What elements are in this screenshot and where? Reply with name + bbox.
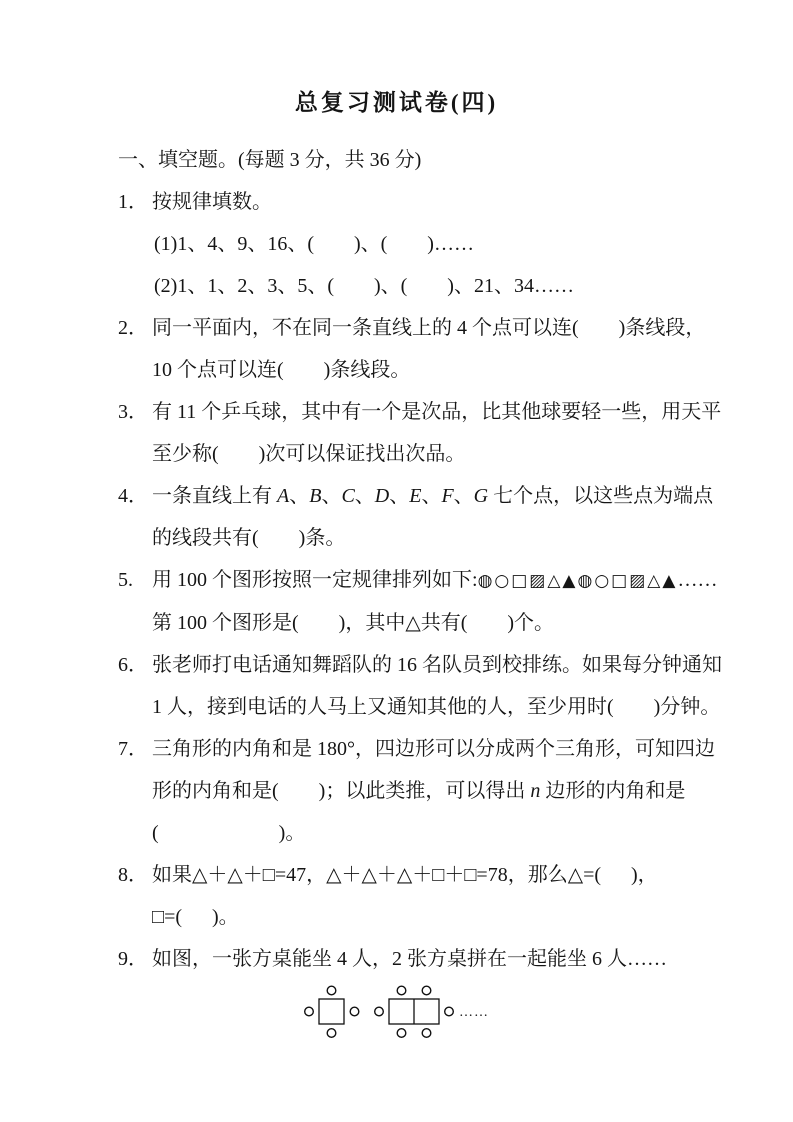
question-5-line-1: 5. 用 100 个图形按照一定规律排列如下:◍○□▨△▲◍○□▨△▲……	[118, 559, 735, 602]
question-9-number: 9．	[118, 948, 148, 970]
question-7-number: 7．	[118, 738, 148, 760]
question-5-line-2: 第 100 个图形是( )，其中△共有( )个。	[152, 612, 555, 634]
question-3-line-2: 至少称( )次可以保证找出次品。	[152, 443, 466, 465]
point-label-A: A	[277, 485, 290, 507]
shape-pattern-sequence: ◍○□▨△▲◍○□▨△▲	[477, 571, 678, 591]
seat-bottom	[327, 1029, 336, 1038]
point-label-E: E	[409, 485, 422, 507]
seat-bottom-1	[397, 1029, 406, 1038]
page-title: 总复习测试卷(四)	[294, 90, 499, 115]
question-6-number: 6．	[118, 654, 148, 676]
single-table-figure	[304, 986, 358, 1037]
seat-top-2	[422, 986, 431, 995]
tables-seating-diagram	[0, 981, 793, 1043]
question-7-line-1: 7． 三角形的内角和是 180°，四边形可以分成两个三角形，可知四边	[118, 728, 735, 770]
question-1-text: 按规律填数。	[152, 191, 272, 213]
question-7	[118, 728, 735, 854]
question-4-number: 4．	[118, 485, 148, 507]
question-3-number: 3．	[118, 401, 148, 423]
question-5	[118, 559, 735, 644]
question-5-number: 5.	[118, 569, 133, 591]
question-9	[118, 938, 735, 980]
question-2	[118, 307, 735, 391]
question-9-line-1: 9． 如图，一张方桌能坐 4 人，2 张方桌拼在一起能坐 6 人……	[118, 938, 735, 980]
seat-bottom-2	[422, 1029, 431, 1038]
question-7-line-2: 形的内角和是( )；以此类推，可以得出 n 边形的内角和是	[152, 780, 686, 802]
question-1-line-1	[118, 181, 735, 223]
diagram-ellipsis: ……	[458, 1005, 489, 1020]
section-header-text: 一、填空题。(每题 3 分，共 36 分)	[118, 149, 422, 171]
point-label-C: C	[341, 485, 355, 507]
question-2-line-1: 2． 同一平面内，不在同一条直线上的 4 个点可以连( )条线段，	[118, 307, 735, 349]
seat-top-1	[397, 986, 406, 995]
question-1	[118, 181, 735, 307]
question-6-line-2: 1 人，接到电话的人马上又通知其他的人，至少用时( )分钟。	[152, 696, 721, 718]
question-1-number: 1．	[118, 191, 148, 213]
point-label-G: G	[473, 485, 489, 507]
tables-diagram-svg	[297, 981, 497, 1043]
section-header	[118, 139, 735, 181]
variable-n: n	[530, 780, 541, 802]
question-4-line-2: 的线段共有( )条。	[152, 527, 346, 549]
seat-top	[327, 986, 336, 995]
question-3	[118, 391, 735, 475]
question-3-line-1: 3． 有 11 个乒乓球，其中有一个是次品，比其他球要轻一些，用天平	[118, 391, 735, 433]
question-1-subitem-1: (1)1、4、9、16、( )、( )……	[154, 233, 474, 255]
question-1-subitem-2: (2)1、1、2、3、5、( )、( )、21、34……	[154, 275, 574, 297]
question-6-line-1: 6． 张老师打电话通知舞蹈队的 16 名队员到校排练。如果每分钟通知	[118, 644, 735, 686]
question-2-number: 2．	[118, 317, 148, 339]
point-label-F: F	[441, 485, 454, 507]
question-7-line-3: ( )。	[152, 822, 306, 844]
question-8-number: 8．	[118, 864, 148, 886]
question-4	[118, 475, 735, 559]
table-1	[319, 999, 344, 1024]
question-2-line-2: 10 个点可以连( )条线段。	[152, 359, 411, 381]
seat-left	[304, 1007, 313, 1016]
question-8	[118, 854, 735, 938]
question-8-line-2: □=( )。	[152, 906, 239, 928]
double-table-figure	[374, 986, 453, 1037]
question-8-line-1: 8． 如果△＋△＋□=47，△＋△＋△＋□＋□=78，那么△=( )，	[118, 854, 735, 896]
point-label-D: D	[374, 485, 390, 507]
point-label-B: B	[309, 485, 322, 507]
ellipsis-text: ……	[677, 569, 718, 591]
seat-right	[350, 1007, 359, 1016]
question-4-line-1: 4． 一条直线上有 A、B、C、D、E、F、G 七个点，以这些点为端点	[118, 475, 735, 517]
question-6	[118, 644, 735, 728]
seat-left	[374, 1007, 383, 1016]
seat-right	[444, 1007, 453, 1016]
